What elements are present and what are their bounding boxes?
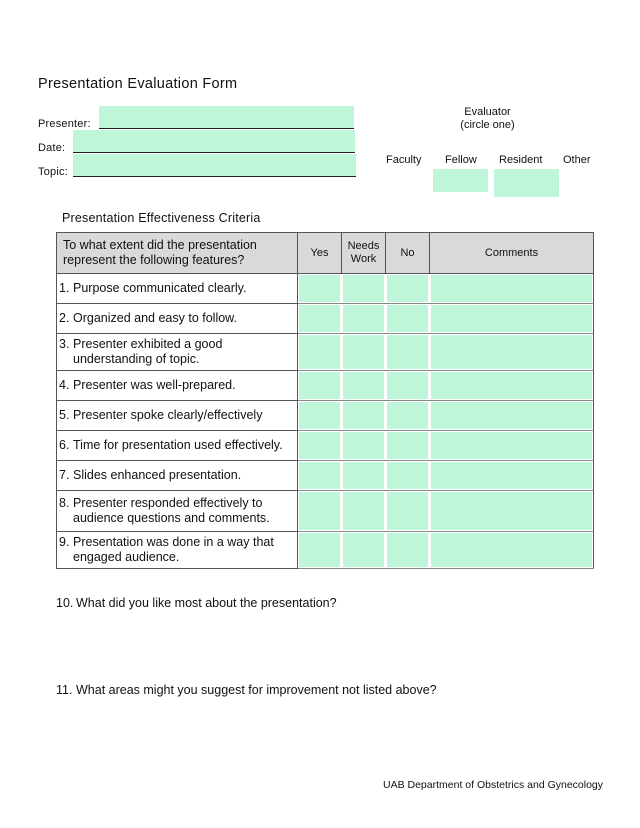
criterion-text xyxy=(57,461,298,491)
comments-cell[interactable] xyxy=(430,431,594,461)
needs-work-cell[interactable] xyxy=(342,274,386,304)
yes-cell[interactable] xyxy=(298,401,342,431)
open-question-number: 11. xyxy=(56,683,73,697)
criterion-number: 1. xyxy=(59,281,70,295)
header-no: No xyxy=(386,233,430,274)
topic-field[interactable] xyxy=(73,154,356,176)
no-cell[interactable] xyxy=(386,274,430,304)
header-needs-line1: Needs xyxy=(347,240,380,252)
needs-work-cell[interactable] xyxy=(342,304,386,334)
date-underline xyxy=(73,152,355,153)
yes-cell[interactable] xyxy=(298,304,342,334)
criterion-number: 7. xyxy=(59,468,70,482)
needs-work-cell[interactable] xyxy=(342,491,386,532)
criterion-number: 5. xyxy=(59,408,70,422)
topic-underline xyxy=(73,176,356,177)
criterion-number: 9. xyxy=(59,535,70,549)
needs-work-cell[interactable] xyxy=(342,334,386,371)
criterion-line1: Presenter was well-prepared. xyxy=(73,378,236,392)
evaluator-resident-field[interactable] xyxy=(494,169,559,197)
no-cell[interactable] xyxy=(386,491,430,532)
criterion-text xyxy=(57,274,298,304)
comments-cell[interactable] xyxy=(430,274,594,304)
header-comments: Comments xyxy=(430,233,594,274)
criterion-number: 4. xyxy=(59,378,70,392)
needs-work-cell[interactable] xyxy=(342,461,386,491)
yes-cell[interactable] xyxy=(298,532,342,569)
open-question-text: What did you like most about the presentation? xyxy=(76,596,337,610)
needs-work-cell[interactable] xyxy=(342,401,386,431)
no-cell[interactable] xyxy=(386,371,430,401)
criterion-line1: Presenter exhibited a good xyxy=(73,337,223,351)
comments-cell[interactable] xyxy=(430,461,594,491)
evaluator-option-resident[interactable]: Resident xyxy=(499,154,543,166)
table-row xyxy=(57,334,594,371)
needs-work-cell[interactable] xyxy=(342,431,386,461)
form-title: Presentation Evaluation Form xyxy=(38,76,238,92)
presenter-underline xyxy=(99,128,354,129)
comments-cell[interactable] xyxy=(430,491,594,532)
criterion-line1: Presenter spoke clearly/effectively xyxy=(73,408,263,422)
yes-cell[interactable] xyxy=(298,371,342,401)
criterion-text xyxy=(57,371,298,401)
presenter-label: Presenter: xyxy=(38,118,91,130)
no-cell[interactable] xyxy=(386,532,430,569)
criterion-line2: audience questions and comments. xyxy=(73,511,270,525)
comments-cell[interactable] xyxy=(430,532,594,569)
evaluator-option-faculty[interactable]: Faculty xyxy=(386,154,422,166)
evaluator-option-fellow[interactable]: Fellow xyxy=(445,154,477,166)
yes-cell[interactable] xyxy=(298,461,342,491)
criterion-text xyxy=(57,491,298,532)
criteria-table xyxy=(56,232,594,569)
comments-cell[interactable] xyxy=(430,334,594,371)
criterion-text xyxy=(57,401,298,431)
needs-work-cell[interactable] xyxy=(342,371,386,401)
open-question-number: 10. xyxy=(56,596,74,610)
no-cell[interactable] xyxy=(386,334,430,371)
presenter-field[interactable] xyxy=(99,106,354,128)
criterion-line1: Time for presentation used effectively. xyxy=(73,438,283,452)
criteria-section-title: Presentation Effectiveness Criteria xyxy=(62,211,261,225)
yes-cell[interactable] xyxy=(298,431,342,461)
header-yes: Yes xyxy=(298,233,342,274)
evaluator-option-other[interactable]: Other xyxy=(563,154,591,166)
header-question-line2: represent the following features? xyxy=(63,253,245,267)
open-question-text: What areas might you suggest for improvement not listed above? xyxy=(76,683,437,697)
yes-cell[interactable] xyxy=(298,491,342,532)
no-cell[interactable] xyxy=(386,431,430,461)
table-row xyxy=(57,401,594,431)
header-question-line1: To what extent did the presentation xyxy=(63,238,257,252)
topic-label: Topic: xyxy=(38,166,68,178)
no-cell[interactable] xyxy=(386,461,430,491)
yes-cell[interactable] xyxy=(298,274,342,304)
comments-cell[interactable] xyxy=(430,304,594,334)
comments-cell[interactable] xyxy=(430,401,594,431)
open-question-10 xyxy=(56,596,337,610)
criterion-number: 6. xyxy=(59,438,70,452)
criterion-line1: Presentation was done in a way that xyxy=(73,535,274,549)
yes-cell[interactable] xyxy=(298,334,342,371)
no-cell[interactable] xyxy=(386,304,430,334)
criterion-text xyxy=(57,532,298,569)
evaluator-heading-line2: (circle one) xyxy=(460,119,515,131)
header-needs-line2: Work xyxy=(350,253,377,265)
criterion-text xyxy=(57,304,298,334)
header-needs-work xyxy=(342,233,386,274)
table-row xyxy=(57,431,594,461)
criterion-line1: Presenter responded effectively to xyxy=(73,496,263,510)
footer-department: UAB Department of Obstetrics and Gynecology xyxy=(383,779,604,791)
table-row xyxy=(57,274,594,304)
comments-cell[interactable] xyxy=(430,371,594,401)
table-row xyxy=(57,461,594,491)
date-label: Date: xyxy=(38,142,66,154)
criterion-text xyxy=(57,431,298,461)
header-question xyxy=(57,233,298,274)
open-question-11 xyxy=(56,683,437,697)
evaluator-fellow-field[interactable] xyxy=(433,169,488,192)
table-row xyxy=(57,532,594,569)
criterion-text xyxy=(57,334,298,371)
table-row xyxy=(57,371,594,401)
criterion-line1: Organized and easy to follow. xyxy=(73,311,237,325)
table-row xyxy=(57,491,594,532)
table-row xyxy=(57,304,594,334)
criterion-line2: understanding of topic. xyxy=(73,352,200,366)
criterion-line2: engaged audience. xyxy=(73,550,180,564)
criterion-line1: Purpose communicated clearly. xyxy=(73,281,247,295)
criterion-number: 3. xyxy=(59,337,70,351)
needs-work-cell[interactable] xyxy=(342,532,386,569)
evaluator-heading xyxy=(440,106,535,132)
criterion-number: 8. xyxy=(59,496,70,510)
criterion-line1: Slides enhanced presentation. xyxy=(73,468,242,482)
criterion-number: 2. xyxy=(59,311,70,325)
evaluator-heading-line1: Evaluator xyxy=(464,106,511,118)
no-cell[interactable] xyxy=(386,401,430,431)
criteria-header-row xyxy=(57,233,594,274)
date-field[interactable] xyxy=(73,130,355,152)
